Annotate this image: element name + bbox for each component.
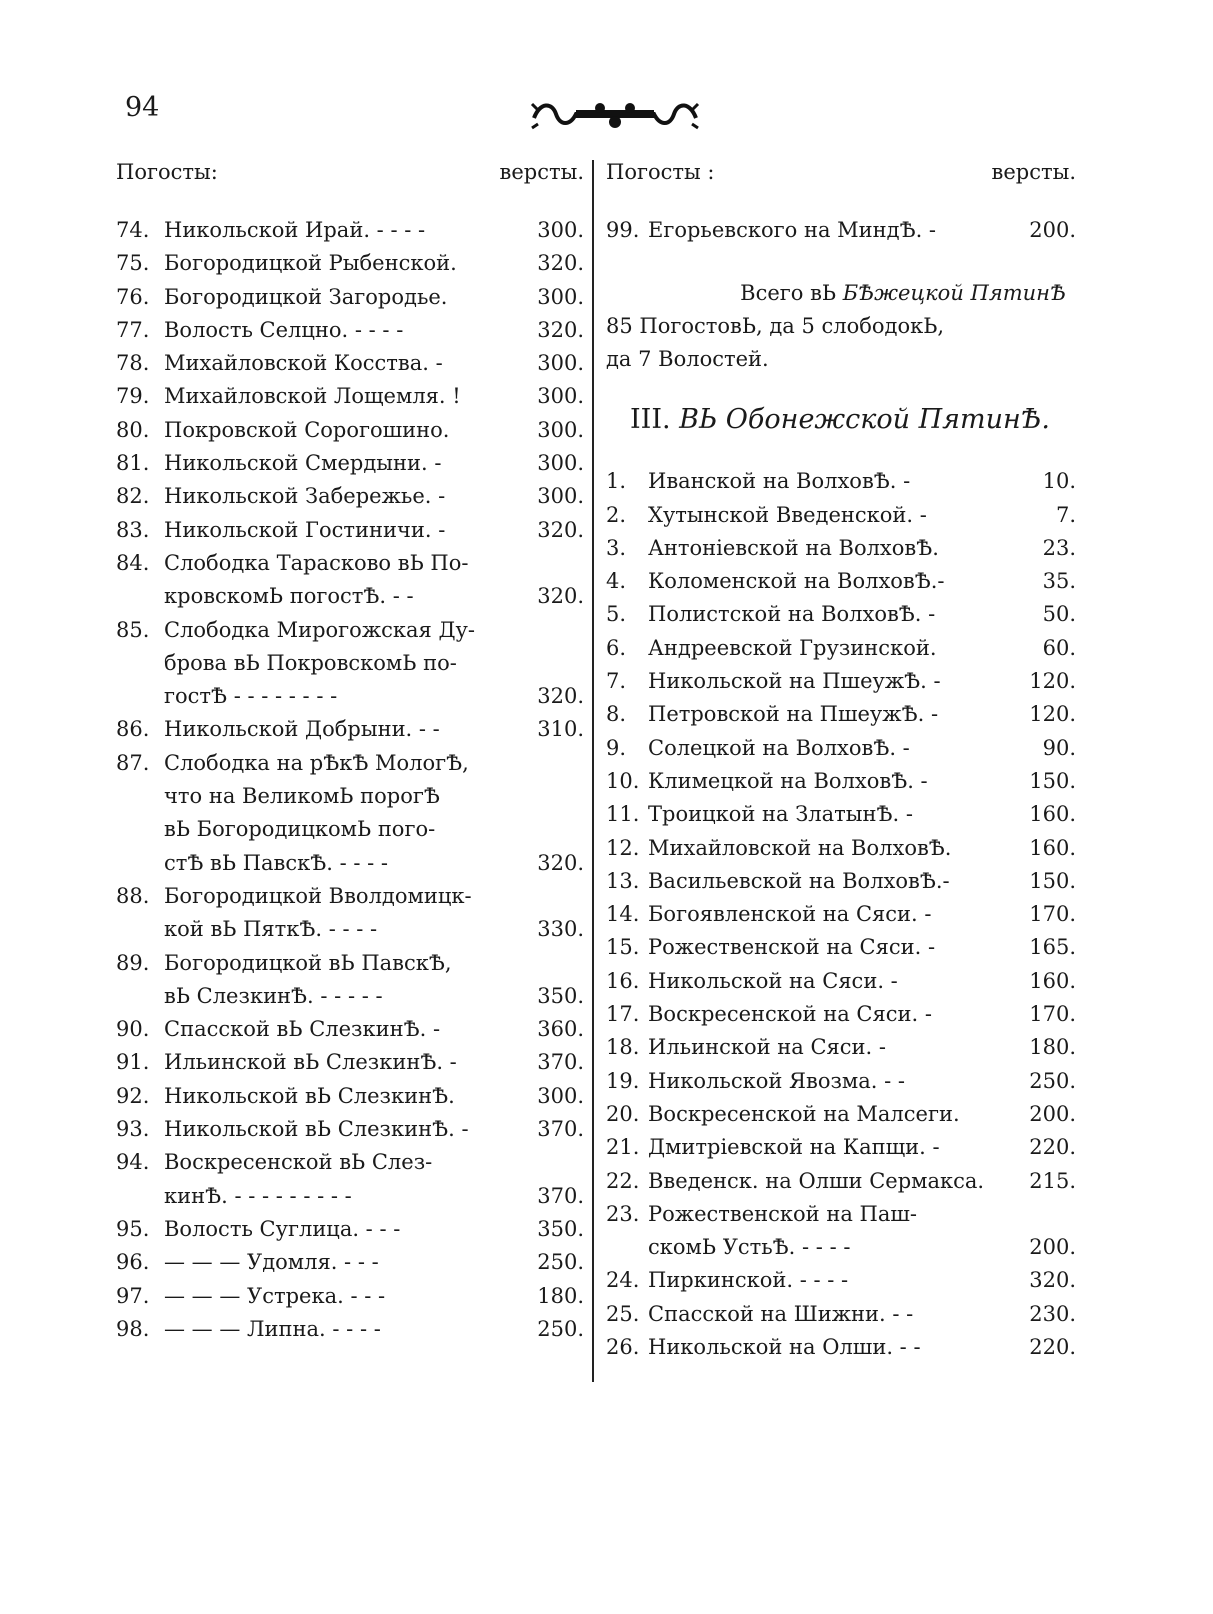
list-item bbox=[116, 414, 584, 447]
entry-name: Климецкой на ВолховѢ. - bbox=[648, 768, 928, 793]
list-item bbox=[116, 1013, 584, 1046]
entry-versts: 320. bbox=[537, 684, 584, 709]
entry-name: Егорьевского на МиндѢ. - bbox=[648, 218, 937, 242]
entry-name: Михайловской Лощемля. ! bbox=[164, 384, 461, 409]
right-entry-list bbox=[606, 465, 1076, 1364]
entry-versts: 320. bbox=[537, 317, 584, 342]
entry-versts: 23. bbox=[1042, 535, 1076, 560]
list-item bbox=[606, 931, 1076, 964]
list-item bbox=[606, 1165, 1076, 1198]
list-item bbox=[116, 447, 584, 480]
entry-number: 76. bbox=[116, 284, 150, 309]
entry-number: 14. bbox=[606, 902, 640, 927]
entry-versts: 220. bbox=[1029, 1135, 1076, 1160]
entry-number: 91. bbox=[116, 1050, 150, 1075]
list-item bbox=[116, 247, 584, 280]
entry-versts: 300. bbox=[537, 284, 584, 309]
entry-number: 2. bbox=[606, 502, 627, 527]
entry-versts: 170. bbox=[1029, 902, 1076, 927]
entry-versts: 165. bbox=[1029, 935, 1076, 960]
list-item bbox=[116, 614, 584, 714]
entry-versts: 50. bbox=[1042, 602, 1076, 627]
list-item bbox=[606, 1331, 1076, 1364]
header-unit: версты. bbox=[991, 160, 1076, 184]
entry-versts: 300. bbox=[537, 451, 584, 476]
list-item bbox=[606, 632, 1076, 665]
section-title: ВЬ Обонежской ПятинѢ. bbox=[679, 404, 1050, 436]
entry-number: 11. bbox=[606, 802, 640, 827]
entry-versts: 200. bbox=[1029, 218, 1076, 242]
entry-name: Воскресенской на Малсеги. bbox=[648, 1101, 960, 1126]
list-item bbox=[606, 832, 1076, 865]
entry-name: Никольской на Сяси. - bbox=[648, 968, 898, 993]
entry-name: Богородицкой Загородье. bbox=[164, 284, 448, 309]
entry-versts: 300. bbox=[537, 484, 584, 509]
entry-versts: 320. bbox=[537, 584, 584, 609]
entry-versts: 370. bbox=[537, 1117, 584, 1142]
list-item bbox=[606, 1264, 1076, 1297]
entry-versts: 370. bbox=[537, 1183, 584, 1208]
entry-number: 15. bbox=[606, 935, 640, 960]
entry-versts: 300. bbox=[537, 1083, 584, 1108]
entry-versts: 200. bbox=[1029, 1235, 1076, 1260]
entry-name: Богородицкой Рыбенской. bbox=[164, 251, 457, 276]
list-item bbox=[606, 465, 1076, 498]
entry-number: 20. bbox=[606, 1101, 640, 1126]
entry-number: 19. bbox=[606, 1068, 640, 1093]
entry-versts: 350. bbox=[537, 983, 584, 1008]
entry-versts: 120. bbox=[1029, 702, 1076, 727]
entry-name: Воскресенской вЬ Слез- кинѢ. - - - - - - - - - bbox=[164, 1150, 433, 1208]
list-item bbox=[116, 1246, 584, 1279]
entry-versts: 350. bbox=[537, 1216, 584, 1241]
list-item bbox=[606, 598, 1076, 631]
right-column-header bbox=[606, 160, 1076, 214]
entry-name: Волость Суглица. - - - bbox=[164, 1216, 401, 1241]
entry-number: 81. bbox=[116, 451, 150, 476]
entry-versts: 250. bbox=[537, 1316, 584, 1341]
entry-name: Воскресенской на Сяси. - bbox=[648, 1002, 932, 1027]
entry-versts: 90. bbox=[1042, 735, 1076, 760]
entry-number: 6. bbox=[606, 635, 627, 660]
entry-number: 17. bbox=[606, 1002, 640, 1027]
list-item bbox=[116, 214, 584, 247]
entry-versts: 160. bbox=[1029, 802, 1076, 827]
entry-name: Спасской на Шижни. - - bbox=[648, 1301, 914, 1326]
entry-name: Слободка на рѢкѢ МологѢ, что на ВеликомЬ порогѢ вЬ БогородицкомЬ пого- стѢ вЬ ПавскѢ. - - - - bbox=[164, 750, 469, 875]
entry-name: Никольской на Олши. - - bbox=[648, 1335, 921, 1360]
entry-number: 78. bbox=[116, 351, 150, 376]
list-item bbox=[606, 1198, 1076, 1265]
entry-number: 88. bbox=[116, 883, 150, 908]
list-item bbox=[606, 865, 1076, 898]
entry-number: 82. bbox=[116, 484, 150, 509]
entry-versts: 250. bbox=[537, 1250, 584, 1275]
list-item bbox=[116, 880, 584, 947]
list-item bbox=[606, 998, 1076, 1031]
entry-number: 10. bbox=[606, 768, 640, 793]
list-item bbox=[606, 665, 1076, 698]
list-item bbox=[606, 1131, 1076, 1164]
entry-name: Васильевской на ВолховѢ.- bbox=[648, 868, 950, 893]
entry-number: 93. bbox=[116, 1117, 150, 1142]
entry-number: 16. bbox=[606, 968, 640, 993]
entry-versts: 60. bbox=[1042, 635, 1076, 660]
entry-number: 84. bbox=[116, 550, 150, 575]
entry-name: Рожественской на Сяси. - bbox=[648, 935, 936, 960]
left-column-header bbox=[116, 160, 584, 214]
summary-line-3: да 7 Волостей. bbox=[606, 347, 769, 372]
list-item bbox=[116, 747, 584, 880]
entry-name: Богородицкой Вволдомицк- кой вЬ ПяткѢ. - - - - bbox=[164, 883, 472, 942]
column-divider bbox=[592, 160, 594, 1382]
entry-number: 25. bbox=[606, 1301, 640, 1326]
entry-number: 79. bbox=[116, 384, 150, 409]
entry-versts: 150. bbox=[1029, 868, 1076, 893]
entry-name: Дмитріевской на Капщи. - bbox=[648, 1135, 940, 1160]
list-item bbox=[606, 1031, 1076, 1064]
entry-name: Никольской вЬ СлезкинѢ. - bbox=[164, 1117, 469, 1142]
entry-versts: 300. bbox=[537, 218, 584, 242]
list-item bbox=[116, 314, 584, 347]
entry-versts: 180. bbox=[1029, 1035, 1076, 1060]
entry-number: 8. bbox=[606, 702, 627, 727]
entry-name: Слободка Тараскoво вЬ По- кровскомЬ погостѢ. - - bbox=[164, 550, 469, 609]
entry-versts: 170. bbox=[1029, 1002, 1076, 1027]
entry-versts: 180. bbox=[537, 1283, 584, 1308]
entry-name: Ильинской на Сяси. - bbox=[648, 1035, 886, 1060]
list-item bbox=[606, 798, 1076, 831]
entry-versts: 300. bbox=[537, 351, 584, 376]
entry-versts: 200. bbox=[1029, 1101, 1076, 1126]
entry-versts: 230. bbox=[1029, 1301, 1076, 1326]
list-item bbox=[116, 547, 584, 614]
page-number: 94 bbox=[125, 92, 160, 123]
entry-number: 98. bbox=[116, 1316, 150, 1341]
entry-name: Андреевской Грузинской. bbox=[648, 635, 937, 660]
list-item bbox=[606, 732, 1076, 765]
entry-versts: 35. bbox=[1042, 569, 1076, 594]
entry-name: — — — Удомля. - - - bbox=[164, 1250, 379, 1275]
list-item bbox=[116, 514, 584, 547]
entry-number: 96. bbox=[116, 1250, 150, 1275]
list-item bbox=[606, 499, 1076, 532]
entry-number: 5. bbox=[606, 602, 627, 627]
entry-name: — — — Липна. - - - - bbox=[164, 1316, 381, 1341]
summary-region: БѢжецкой ПятинѢ bbox=[842, 281, 1066, 306]
entry-name: Никольской Смердыни. - bbox=[164, 451, 442, 476]
entry-number: 13. bbox=[606, 868, 640, 893]
entry-name: Богоявленской на Сяси. - bbox=[648, 902, 932, 927]
list-item bbox=[116, 1113, 584, 1146]
entry-name: Покровской Сорогошино. bbox=[164, 417, 450, 442]
entry-versts: 7. bbox=[1055, 502, 1076, 527]
entry-name: Михайловской на ВолховѢ. bbox=[648, 835, 952, 860]
list-item bbox=[116, 1213, 584, 1246]
entry-number: 99. bbox=[606, 218, 640, 242]
entry-versts: 10. bbox=[1042, 469, 1076, 494]
entry-number: 85. bbox=[116, 617, 150, 642]
entry-name: Введенск. на Олши Сермакса. bbox=[648, 1168, 985, 1193]
entry-name: Волость Селцно. - - - - bbox=[164, 317, 404, 342]
entry-name: Никольской Добрыни. - - bbox=[164, 717, 440, 742]
list-item bbox=[606, 965, 1076, 998]
entry-versts: 320. bbox=[537, 850, 584, 875]
list-item bbox=[606, 532, 1076, 565]
entry-versts: 120. bbox=[1029, 669, 1076, 694]
list-item bbox=[116, 1046, 584, 1079]
entry-versts: 310. bbox=[537, 717, 584, 742]
list-item bbox=[116, 947, 584, 1014]
entry-name: Никольской Ирай. - - - - bbox=[164, 218, 426, 242]
summary-line-2: 85 ПогостовЬ, да 5 слободокЬ, bbox=[606, 314, 945, 339]
entry-name: Петровской на ПшеужѢ. - bbox=[648, 702, 939, 727]
entry-number: 77. bbox=[116, 317, 150, 342]
entry-name: Спасской вЬ СлезкинѢ. - bbox=[164, 1017, 441, 1042]
section-roman: III. bbox=[630, 404, 680, 436]
list-item bbox=[116, 347, 584, 380]
entry-number: 22. bbox=[606, 1168, 640, 1193]
list-item bbox=[606, 1065, 1076, 1098]
entry-number: 12. bbox=[606, 835, 640, 860]
section-heading bbox=[630, 404, 1076, 435]
list-item bbox=[606, 1098, 1076, 1131]
entry-number: 94. bbox=[116, 1150, 150, 1175]
decorative-ornament bbox=[530, 96, 700, 132]
entry-versts: 370. bbox=[537, 1050, 584, 1075]
list-item bbox=[606, 765, 1076, 798]
left-column bbox=[116, 160, 584, 1346]
entry-number: 9. bbox=[606, 735, 627, 760]
entry-name: Богородицкой вЬ ПавскѢ, вЬ СлезкинѢ. - - - - - bbox=[164, 950, 452, 1008]
entry-name: Никольской Забережье. - bbox=[164, 484, 446, 509]
entry-versts: 320. bbox=[1029, 1268, 1076, 1293]
entry-number: 26. bbox=[606, 1335, 640, 1360]
entry-name: Иванской на ВолховѢ. - bbox=[648, 469, 911, 494]
header-label: Погосты : bbox=[606, 160, 715, 184]
entry-number: 7. bbox=[606, 669, 627, 694]
entry-versts: 215. bbox=[1029, 1168, 1076, 1193]
entry-number: 87. bbox=[116, 750, 150, 775]
entry-name: Рожественской на Паш- скомЬ УстьѢ. - - - - bbox=[648, 1201, 917, 1260]
entry-number: 74. bbox=[116, 218, 150, 242]
entry-versts: 160. bbox=[1029, 968, 1076, 993]
entry-number: 95. bbox=[116, 1216, 150, 1241]
header-unit: версты. bbox=[499, 160, 584, 184]
entry-number: 3. bbox=[606, 535, 627, 560]
entry-name: Никольской на ПшеужѢ. - bbox=[648, 669, 941, 694]
entry-number: 83. bbox=[116, 517, 150, 542]
entry-versts: 220. bbox=[1029, 1335, 1076, 1360]
entry-versts: 320. bbox=[537, 251, 584, 276]
entry-name: Коломенской на ВолховѢ.- bbox=[648, 569, 945, 594]
entry-name: Антоніевской на ВолховѢ. bbox=[648, 535, 939, 560]
entry-versts: 320. bbox=[537, 517, 584, 542]
entry-versts: 330. bbox=[537, 917, 584, 942]
list-item bbox=[606, 1298, 1076, 1331]
list-item bbox=[116, 1313, 584, 1346]
list-item bbox=[116, 1146, 584, 1213]
summary-block bbox=[606, 277, 1076, 376]
entry-name: — — — Устрека. - - - bbox=[164, 1283, 386, 1308]
entry-name: Полистской на ВолховѢ. - bbox=[648, 602, 936, 627]
entry-number: 97. bbox=[116, 1283, 150, 1308]
entry-versts: 160. bbox=[1029, 835, 1076, 860]
entry-number: 92. bbox=[116, 1083, 150, 1108]
list-item bbox=[116, 713, 584, 746]
entry-name: Слободка Мирогожская Ду- брова вЬ ПокровскомЬ по- гостѢ - - - - - - - - bbox=[164, 617, 475, 709]
entry-name: Никольской вЬ СлезкинѢ. bbox=[164, 1083, 455, 1108]
entry-name: Никольской Явозма. - - bbox=[648, 1068, 906, 1093]
list-item bbox=[606, 698, 1076, 731]
entry-versts: 360. bbox=[537, 1017, 584, 1042]
entry-versts: 300. bbox=[537, 384, 584, 409]
entry-name: Михайловской Косства. - bbox=[164, 351, 443, 376]
entry-name: Пиркинской. - - - - bbox=[648, 1268, 849, 1293]
list-item bbox=[606, 214, 1076, 247]
list-item bbox=[116, 281, 584, 314]
entry-versts: 300. bbox=[537, 417, 584, 442]
list-item bbox=[116, 480, 584, 513]
list-item bbox=[116, 380, 584, 413]
entry-name: Троицкой на ЗлатынѢ. - bbox=[648, 802, 913, 827]
list-item bbox=[116, 1280, 584, 1313]
entry-number: 1. bbox=[606, 469, 627, 494]
entry-name: Хутынской Введенской. - bbox=[648, 502, 927, 527]
entry-number: 89. bbox=[116, 950, 150, 975]
list-item bbox=[606, 565, 1076, 598]
header-label: Погосты: bbox=[116, 160, 218, 184]
entry-name: Никольской Гостиничи. - bbox=[164, 517, 446, 542]
entry-number: 90. bbox=[116, 1017, 150, 1042]
entry-name: Ильинской вЬ СлезкинѢ. - bbox=[164, 1050, 457, 1075]
entry-number: 80. bbox=[116, 417, 150, 442]
entry-name: Солецкой на ВолховѢ. - bbox=[648, 735, 910, 760]
entry-number: 75. bbox=[116, 251, 150, 276]
left-entry-list bbox=[116, 214, 584, 1346]
right-column bbox=[606, 160, 1076, 1364]
entry-number: 86. bbox=[116, 717, 150, 742]
entry-versts: 250. bbox=[1029, 1068, 1076, 1093]
entry-number: 24. bbox=[606, 1268, 640, 1293]
entry-number: 23. bbox=[606, 1201, 640, 1226]
entry-number: 21. bbox=[606, 1135, 640, 1160]
entry-number: 18. bbox=[606, 1035, 640, 1060]
entry-number: 4. bbox=[606, 569, 627, 594]
entry-versts: 150. bbox=[1029, 768, 1076, 793]
list-item bbox=[606, 898, 1076, 931]
list-item bbox=[116, 1080, 584, 1113]
summary-prefix: Всего вЬ bbox=[740, 281, 843, 306]
